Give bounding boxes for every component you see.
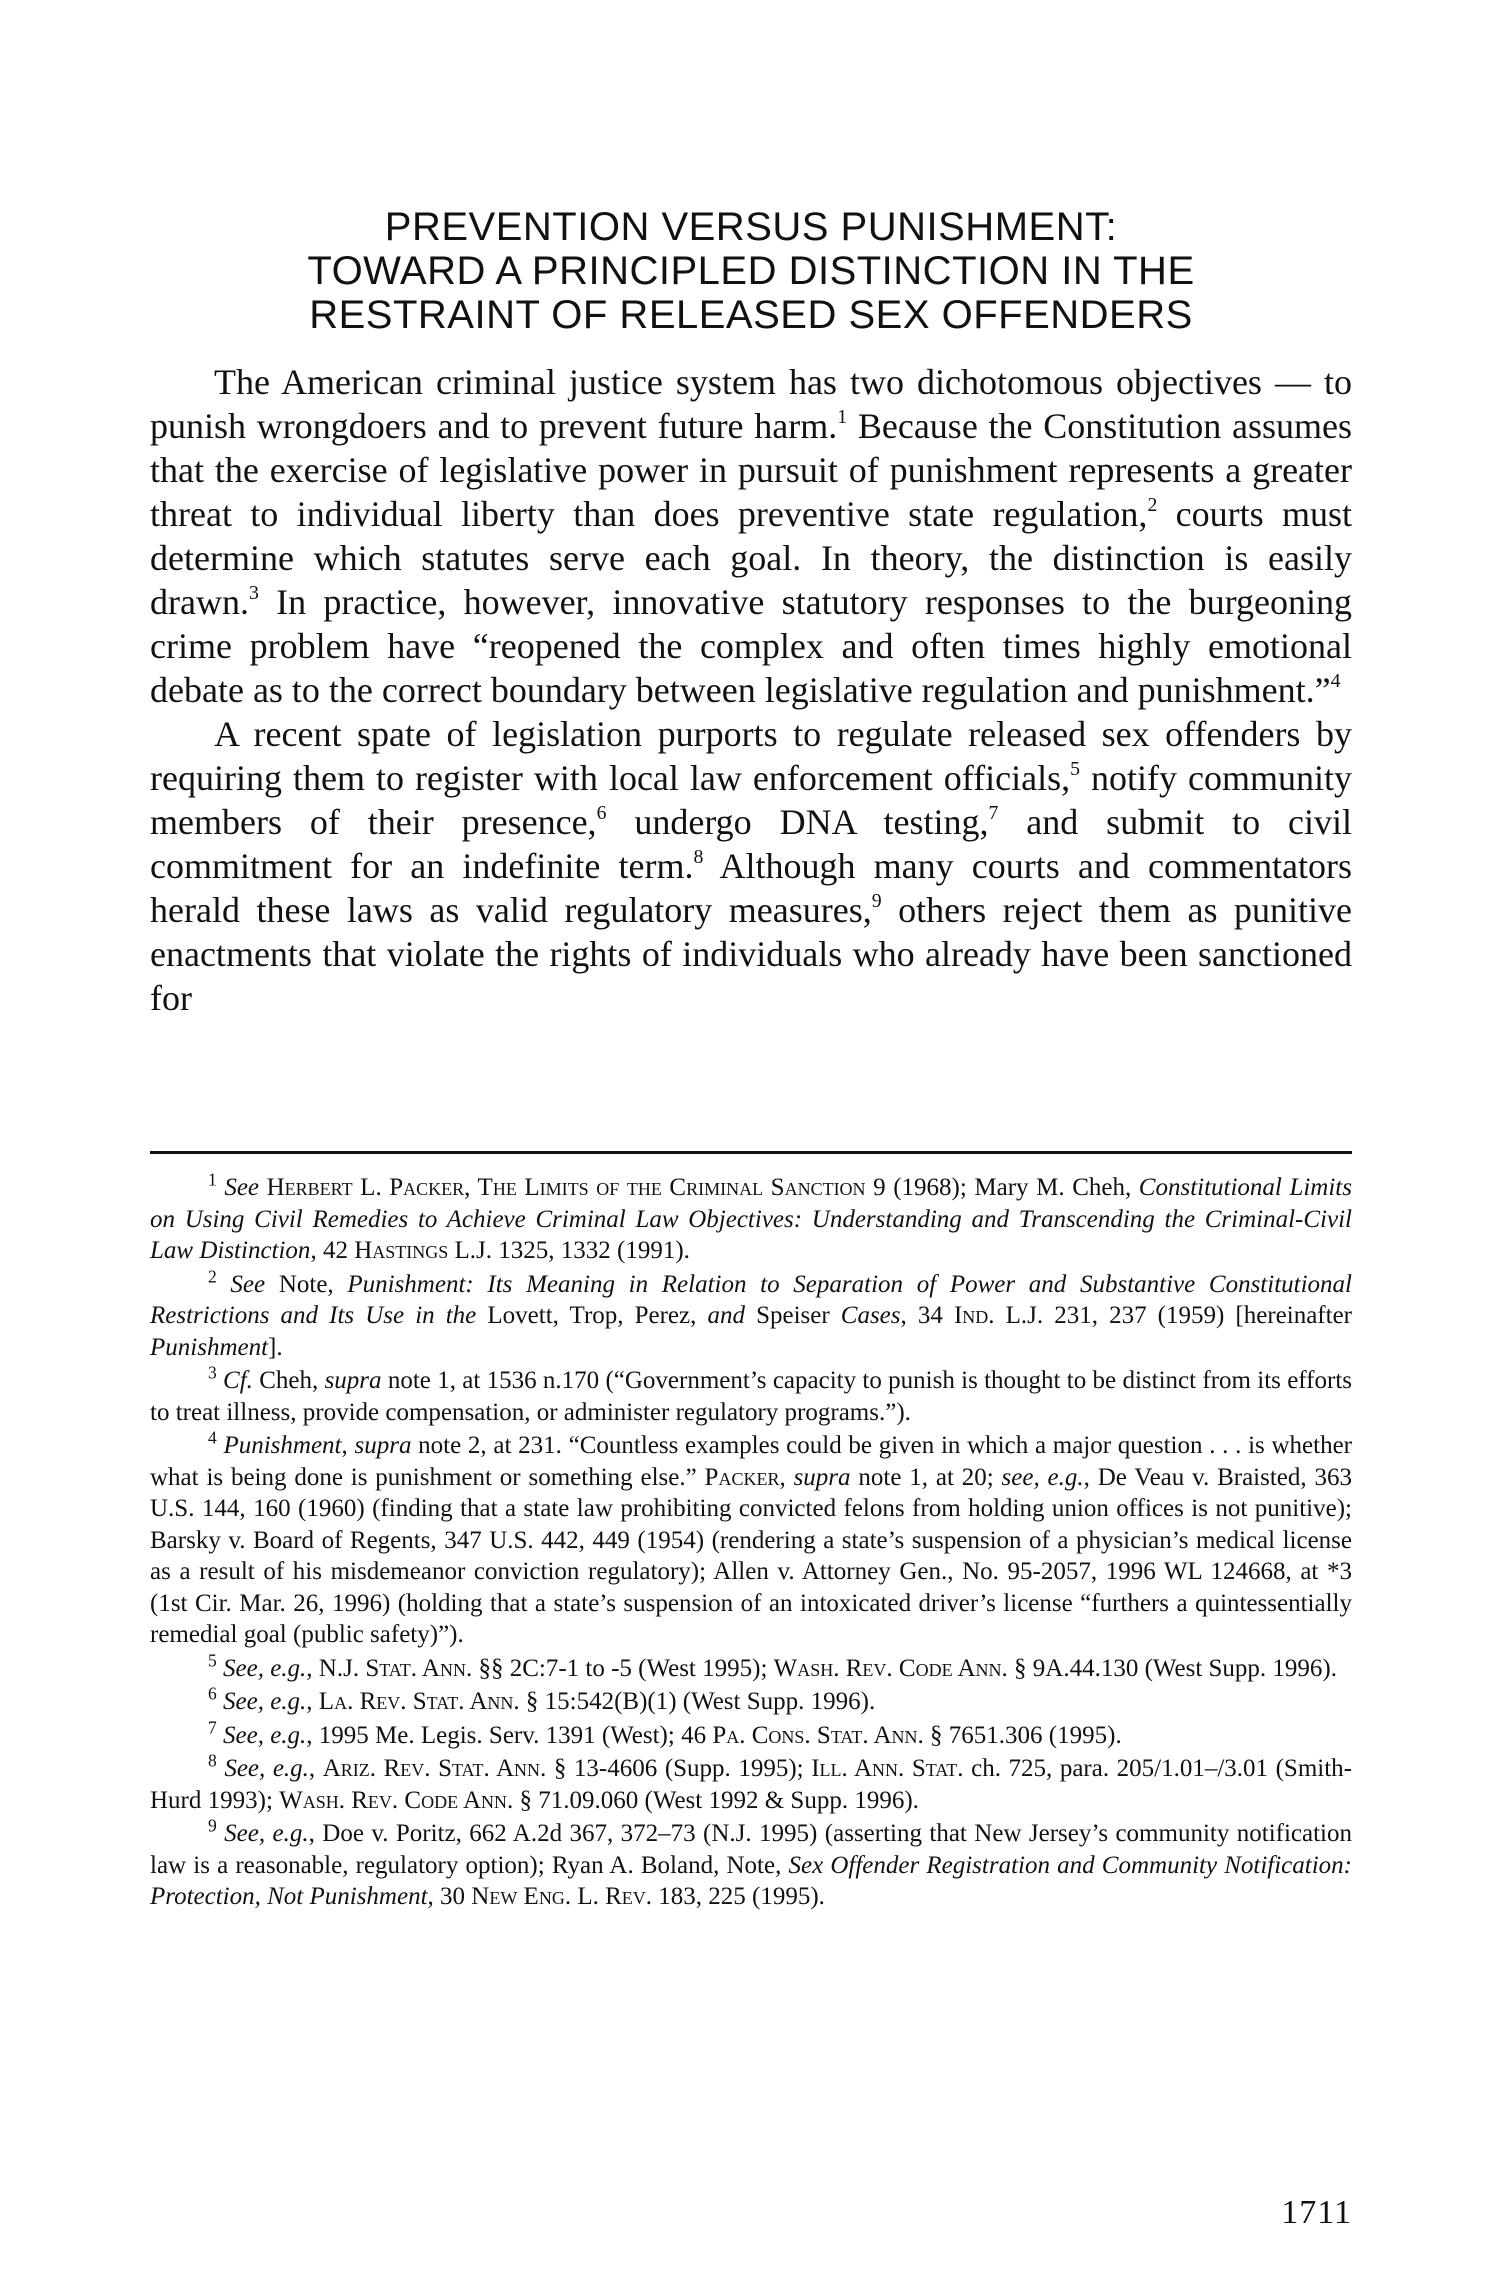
- text-segment: notify community members of their presence,: [150, 758, 1352, 842]
- footnote-2: [150, 1265, 1353, 1364]
- footnote-text: 231, 237 (1959) [hereinafter: [1043, 1302, 1353, 1329]
- article-title: [150, 205, 1352, 337]
- footnote-9: [150, 1815, 1352, 1913]
- footnote-text: See, e.g.: [216, 1755, 309, 1782]
- footnote-text: Constitutional Limits on Using Civil Remedies to Achieve Criminal Law Objectives: Understanding and Transcending the Criminal-Civil Law Distinction: [150, 1174, 1352, 1264]
- footnote-text: Hastings L.J.: [354, 1237, 492, 1264]
- footnote-7: [150, 1716, 1352, 1752]
- footnote-text: Cf.: [216, 1367, 253, 1394]
- footnote-text: , 30: [427, 1883, 472, 1910]
- page-number: 1711: [1281, 2194, 1352, 2231]
- footnote-text: § 15:542(B)(1) (West Supp. 1996).: [519, 1688, 876, 1715]
- footnote-text: 183, 225 (1995).: [652, 1883, 825, 1910]
- footnote-text: §§ 2C:7-1 to -5 (West 1995);: [472, 1654, 774, 1682]
- footnote-text: Note,: [265, 1270, 348, 1298]
- footnote-text: 1325, 1332 (1991).: [492, 1237, 690, 1264]
- footnote-ref-7[interactable]: 7: [988, 802, 999, 825]
- footnote-ref-3[interactable]: 3: [248, 582, 259, 605]
- footnote-number: 6: [208, 1683, 217, 1704]
- title-line-3: RESTRAINT OF RELEASED SEX OFFENDERS: [309, 293, 1193, 337]
- text-segment: In practice, however, innovative statutory responses to the burgeoning crime problem have “reopened the complex and often times highly emotional debate as to the correct boundary between legislative regulation and punishment.”: [150, 582, 1352, 710]
- footnote-text: supra: [793, 1463, 851, 1491]
- footnote-4: [150, 1427, 1352, 1651]
- footnote-number: 2: [208, 1265, 217, 1286]
- footnote-number: 4: [208, 1427, 217, 1448]
- footnote-text: ,: [306, 1688, 319, 1715]
- body-paragraph-2: [150, 712, 1352, 1020]
- footnote-number: 8: [208, 1750, 217, 1771]
- footnote-8: [150, 1750, 1352, 1816]
- footnotes-section: [150, 1169, 1353, 1915]
- footnote-text: supra: [354, 1432, 412, 1459]
- footnote-text: Ind. L.J.: [953, 1302, 1044, 1329]
- footnote-text: See, e.g.: [216, 1721, 307, 1749]
- title-line-2: TOWARD A PRINCIPLED DISTINCTION IN THE: [307, 249, 1195, 293]
- text-segment: courts must determine which statutes serve each goal. In theory, the distinction is easily drawn.: [150, 494, 1352, 622]
- title-line-1: PREVENTION VERSUS PUNISHMENT:: [384, 205, 1118, 249]
- body-text: [150, 360, 1352, 1020]
- footnote-text: Punishment: Its Meaning in Relation to Separation of Power and Substantive Constitutional Restrictions and Its Use in the: [150, 1270, 1352, 1329]
- footnote-text: See, e.g.: [216, 1688, 307, 1715]
- footnote-text: , 42: [310, 1237, 355, 1264]
- footnote-text: Punishment: [216, 1432, 342, 1459]
- footnote-text: Wash. Rev. Code Ann.: [279, 1786, 514, 1814]
- footnote-text: Packer: [704, 1463, 780, 1491]
- footnote-number: 1: [208, 1169, 217, 1190]
- footnote-text: § 7651.306 (1995).: [923, 1721, 1122, 1749]
- footnote-text: see, e.g.: [1001, 1463, 1084, 1491]
- footnote-text: ,: [306, 1654, 319, 1682]
- footnote-text: Ill. Ann. Stat.: [811, 1755, 964, 1782]
- footnote-6: [150, 1683, 1352, 1718]
- footnote-text: See: [216, 1174, 260, 1201]
- footnote-text: note 1, at 1536 n.170 (“Government’s capacity to punish is thought to be distinct from its efforts to treat illness, provide compensation, or administer regulatory programs.”).: [150, 1367, 1352, 1426]
- footnote-text: , De Veau v. Braisted, 363 U.S. 144, 160 (1960) (finding that a state law prohibiting convicted felons from holding union offices is not punitive); Barsky v. Board of Regents, 347 U.S. 442, 449 (1954) (rendering a state’s suspension of a physician’s medical license as a result of his misdemeanor conviction regulatory); Allen v. Attorney Gen., No. 95-2057, 1996 WL 124668, at *3 (1st Cir. Mar. 26, 1996) (holding that a state’s suspension of an intoxicated driver’s license “furthers a quintessentially remedial goal (public safety)”).: [150, 1463, 1352, 1648]
- footnote-text: § 13-4606 (Supp. 1995);: [546, 1755, 812, 1782]
- footnote-text: ,: [341, 1432, 355, 1459]
- footnote-text: note 1, at 20;: [850, 1463, 1002, 1491]
- footnote-ref-8[interactable]: 8: [693, 846, 704, 869]
- text-segment: Although many courts and commentators herald these laws as valid regulatory measures,: [150, 846, 1352, 930]
- footnote-number: 3: [208, 1362, 217, 1383]
- footnote-text: Punishment: [150, 1333, 269, 1361]
- footnote-text: See: [216, 1270, 266, 1298]
- text-segment: undergo DNA testing,: [606, 802, 989, 842]
- footnote-number: 7: [208, 1716, 217, 1737]
- footnote-ref-9[interactable]: 9: [871, 890, 882, 913]
- footnote-number: 9: [208, 1815, 217, 1836]
- text-segment: Because the Constitution assumes that the exercise of legislative power in pursuit of punishment represents a greater threat to individual liberty than does preventive state regulation,: [150, 406, 1352, 534]
- footnote-text: Wash. Rev. Code Ann.: [773, 1654, 1008, 1682]
- footnote-text: 9 (1968); Mary M. Cheh,: [865, 1174, 1139, 1201]
- footnote-text: and: [707, 1302, 745, 1329]
- body-paragraph-1: [150, 360, 1352, 712]
- footnote-text: See, e.g.: [216, 1654, 307, 1682]
- footnote-text: § 9A.44.130 (West Supp. 1996).: [1007, 1654, 1338, 1682]
- footnote-text: ,: [779, 1463, 794, 1491]
- text-segment: The American criminal justice system has two dichotomous objectives — to punish wrongdoers and to prevent future harm.: [150, 362, 1352, 446]
- footnote-text: , 1995 Me. Legis. Serv. 1391 (West); 46: [306, 1721, 713, 1749]
- footnote-text: § 71.09.060 (West 1992 & Supp. 1996).: [513, 1786, 919, 1814]
- text-segment: and submit to civil commitment for an indefinite term.: [150, 802, 1352, 886]
- footnote-text: Pa. Cons. Stat. Ann.: [712, 1721, 924, 1749]
- footnote-text: New Eng. L. Rev.: [471, 1883, 653, 1910]
- footnote-ref-1[interactable]: 1: [837, 406, 848, 429]
- text-segment: others reject them as punitive enactments that violate the rights of individuals who already have been sanctioned for: [150, 890, 1352, 1018]
- footnote-3: [150, 1362, 1352, 1428]
- footnote-ref-4[interactable]: 4: [1330, 670, 1341, 693]
- footnote-text: See, e.g.: [216, 1820, 309, 1847]
- footnote-text: note 2, at 231. “Countless examples could be given in which a major question . . . is whether what is being done is punishment or something else.”: [150, 1432, 1352, 1491]
- footnote-text: Lovett, Trop, Perez,: [476, 1302, 708, 1329]
- footnote-number: 5: [208, 1649, 217, 1670]
- footnote-text: La. Rev. Stat. Ann.: [318, 1688, 520, 1715]
- footnote-ref-6[interactable]: 6: [596, 802, 607, 825]
- footnote-text: Ariz. Rev. Stat. Ann.: [322, 1755, 547, 1782]
- footnote-text: , Doe v. Poritz, 662 A.2d 367, 372–73 (N.J. 1995) (asserting that New Jersey’s community notification law is a reasonable, regulatory option); Ryan A. Boland, Note,: [150, 1820, 1352, 1879]
- footnote-ref-5[interactable]: 5: [1070, 758, 1080, 781]
- text-segment: A recent spate of legislation purports to regulate released sex offenders by requiring them to register with local law enforcement officials,: [150, 714, 1352, 798]
- footnote-text: Herbert L. Packer, The Limits of the Criminal Sanction: [259, 1174, 866, 1201]
- footnote-text: N.J. Stat. Ann.: [318, 1654, 473, 1682]
- footnote-text: , 34: [900, 1302, 954, 1329]
- footnote-text: Speiser: [744, 1302, 841, 1329]
- footnote-text: ch. 725, para. 205/1.01–/3.01 (Smith-Hurd 1993);: [150, 1755, 1352, 1814]
- footnote-5: [150, 1649, 1352, 1685]
- footnote-text: Cheh,: [252, 1367, 325, 1394]
- footnote-1: [150, 1169, 1352, 1267]
- footnote-text: Cases: [840, 1302, 901, 1329]
- footnote-ref-2[interactable]: 2: [1147, 494, 1158, 517]
- footnote-text: supra: [324, 1367, 382, 1394]
- footnote-text: ,: [308, 1755, 323, 1782]
- footnote-divider: [150, 1151, 1352, 1154]
- footnote-text: Sex Offender Registration and Community Notification: Protection, Not Punishment: [150, 1851, 1352, 1910]
- footnote-text: ].: [268, 1333, 283, 1361]
